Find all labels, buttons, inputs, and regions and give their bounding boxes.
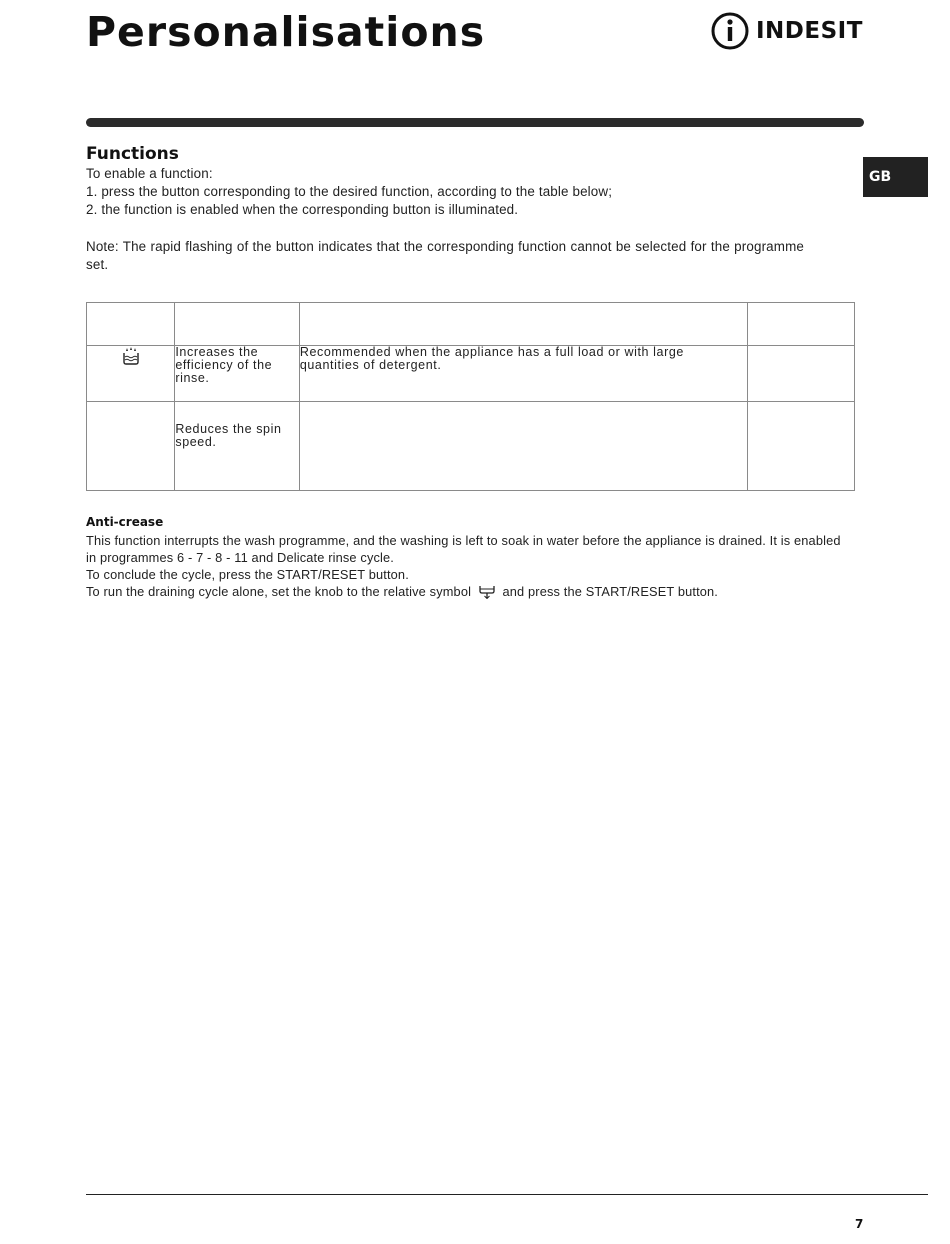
anti-crease-paragraph: To conclude the cycle, press the START/RESET button. [86,567,409,582]
anti-crease-title: Anti-crease [86,515,164,529]
footer-divider [86,1194,928,1195]
extra-rinse-icon [121,346,141,366]
anti-crease-paragraph: This function interrupts the wash programme, and the washing is left to soak in water before the appliance is drained. It is enabled in programmes 6 - 7 - 8 - 11 and Delicate rinse cycle. [86,533,841,565]
anti-crease-text [86,532,846,600]
brand-name: INDESIT [756,18,863,44]
table-row [87,402,855,491]
table-row [87,346,855,402]
page-number: 7 [855,1217,864,1231]
function-comments: Recommended when the appliance has a full load or with large quantities of detergent. [299,346,747,402]
function-effect: Reduces the spin speed. [175,402,299,491]
drain-icon [478,585,496,599]
drain-instruction-end: and press the START/RESET button. [502,584,719,599]
table-header-cell [87,303,175,346]
section-title-functions: Functions [86,144,179,164]
header-divider [86,118,864,127]
intro-line: 2. the function is enabled when the corresponding button is illuminated. [86,202,519,217]
anti-crease-paragraph [86,583,846,600]
table-header-cell [747,303,854,346]
indesit-i-icon [710,11,750,51]
table-header-row [87,303,855,346]
function-comments [299,402,747,491]
function-icon-cell [87,346,175,402]
functions-intro [86,165,806,219]
page-title: Personalisations [86,8,486,56]
brand-logo [710,10,863,52]
language-tab: GB [863,157,928,197]
functions-table [86,302,855,491]
table-header-cell [175,303,299,346]
drain-instruction-start: To run the draining cycle alone, set the knob to the relative symbol [86,584,472,599]
table-header-cell [299,303,747,346]
functions-note: Note: The rapid flashing of the button indicates that the corresponding function cannot be selected for the programme set. [86,239,804,272]
intro-line: 1. press the button corresponding to the desired function, according to the table below; [86,184,613,199]
intro-line: To enable a function: [86,166,213,181]
function-icon-cell [87,402,175,491]
function-extra [747,402,854,491]
function-effect: Increases the efficiency of the rinse. [175,346,299,402]
function-extra [747,346,854,402]
